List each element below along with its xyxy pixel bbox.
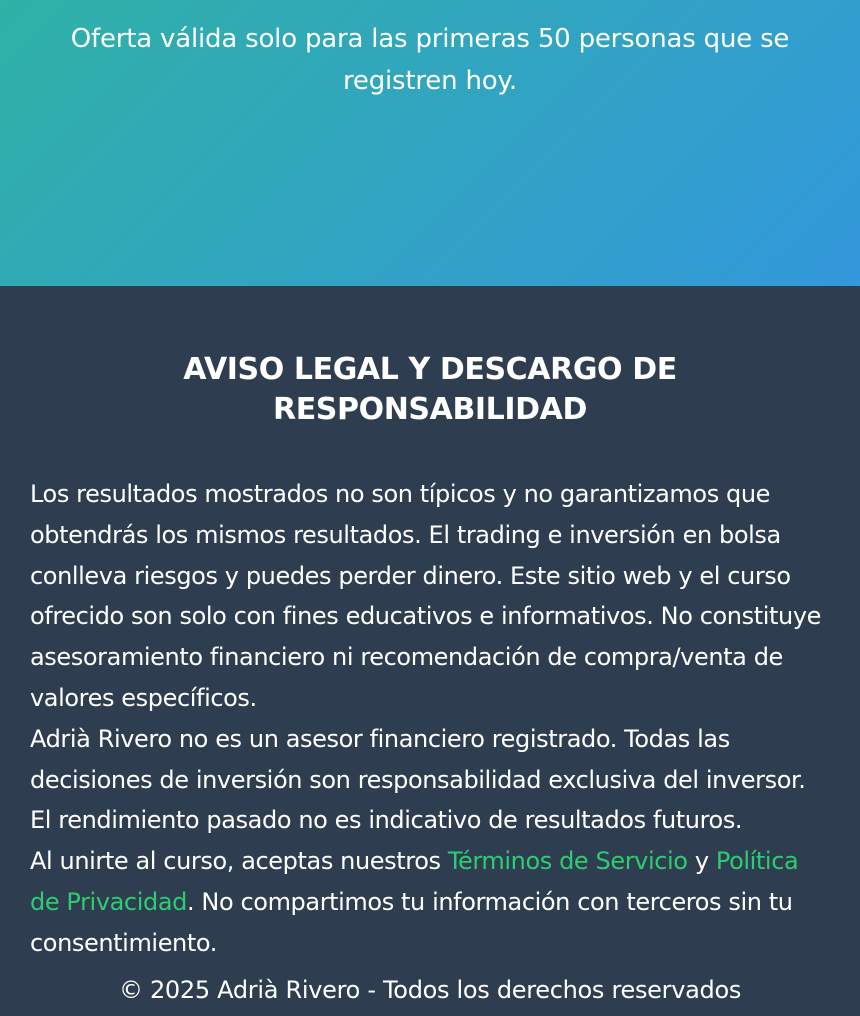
- cta-banner: [0, 0, 860, 286]
- terms-prefix-text: Al unirte al curso, aceptas nuestros: [30, 847, 448, 876]
- offer-text: Oferta válida solo para las primeras 50 personas que se registren hoy.: [70, 24, 790, 96]
- privacy-policy-link[interactable]: Política de Privacidad: [30, 847, 799, 916]
- terms-suffix-text: . No compartimos tu información con terceros sin tu consentimiento.: [30, 887, 793, 957]
- disclaimer-paragraph-terms: [30, 841, 830, 963]
- legal-body: [30, 474, 830, 964]
- disclaimer-paragraph-advisor: Adrià Rivero no es un asesor financiero registrado. Todas las decisiones de inversión son responsabilidad exclusiva del inversor. El rendimiento pasado no es indicativo de resultados futuros.: [30, 724, 806, 835]
- legal-title: AVISO LEGAL Y DESCARGO DE RESPONSABILIDAD: [183, 352, 677, 427]
- legal-disclaimer-section: [0, 286, 860, 1016]
- terms-of-service-link[interactable]: Términos de Servicio: [447, 847, 688, 876]
- disclaimer-paragraph-results: Los resultados mostrados no son típicos y no garantizamos que obtendrás los mismos resultados. El trading e inversión en bolsa conlleva riesgos y puedes perder dinero. Este sitio web y el curso ofrecido son solo con fines educativos e informativos. No constituye asesoramiento financiero ni recomendación de compra/venta de valores específicos.: [30, 480, 821, 712]
- copyright-notice: © 2025 Adrià Rivero - Todos los derechos reservados: [118, 976, 742, 1004]
- terms-joiner-text: y: [687, 847, 716, 876]
